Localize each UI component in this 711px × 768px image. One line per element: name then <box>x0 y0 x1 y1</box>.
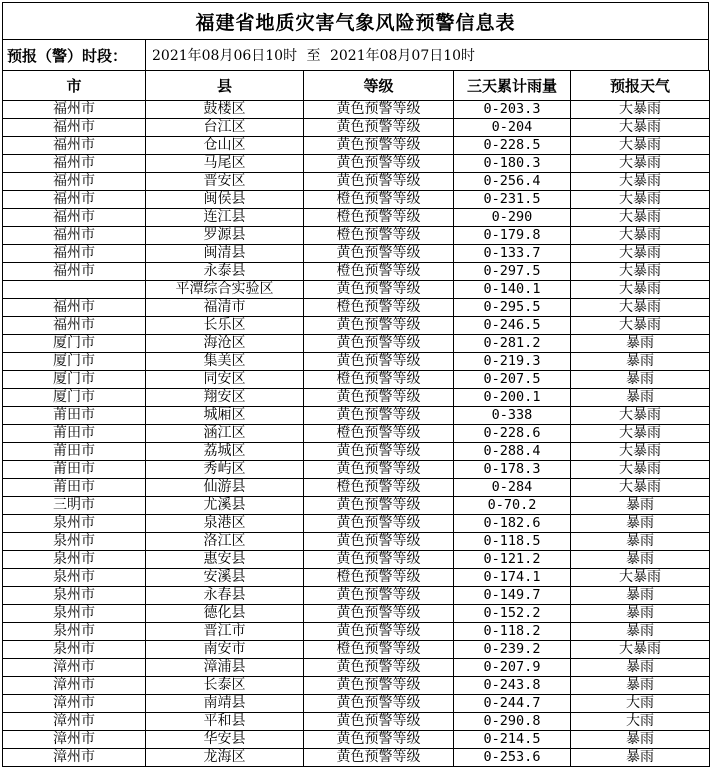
table-row <box>3 641 710 659</box>
cell-level: 黄色预警等级 <box>304 713 454 731</box>
table-row <box>3 299 710 317</box>
cell-level: 橙色预警等级 <box>304 299 454 317</box>
cell-rainfall: 0-149.7 <box>454 587 571 605</box>
cell-county: 台江区 <box>146 119 304 137</box>
cell-city: 漳州市 <box>3 731 146 749</box>
cell-city: 漳州市 <box>3 749 146 767</box>
table-row <box>3 515 710 533</box>
table-body <box>3 101 710 767</box>
cell-rainfall: 0-203.3 <box>454 101 571 119</box>
cell-city: 福州市 <box>3 119 146 137</box>
cell-weather: 大暴雨 <box>571 569 710 587</box>
table-row <box>3 605 710 623</box>
cell-rainfall: 0-297.5 <box>454 263 571 281</box>
period-start: 2021年08月06日10时 <box>152 48 298 64</box>
cell-level: 黄色预警等级 <box>304 605 454 623</box>
cell-weather: 暴雨 <box>571 677 710 695</box>
cell-rainfall: 0-204 <box>454 119 571 137</box>
cell-weather: 大暴雨 <box>571 281 710 299</box>
cell-rainfall: 0-338 <box>454 407 571 425</box>
cell-level: 黄色预警等级 <box>304 551 454 569</box>
cell-weather: 大暴雨 <box>571 263 710 281</box>
cell-level: 橙色预警等级 <box>304 479 454 497</box>
cell-city: 厦门市 <box>3 335 146 353</box>
cell-weather: 暴雨 <box>571 731 710 749</box>
table-row <box>3 209 710 227</box>
cell-rainfall: 0-70.2 <box>454 497 571 515</box>
cell-city: 泉州市 <box>3 551 146 569</box>
cell-level: 黄色预警等级 <box>304 173 454 191</box>
cell-level: 橙色预警等级 <box>304 191 454 209</box>
cell-county: 涵江区 <box>146 425 304 443</box>
header-weather: 预报天气 <box>571 71 710 101</box>
period-separator: 至 <box>306 48 321 64</box>
cell-level: 黄色预警等级 <box>304 659 454 677</box>
cell-county: 安溪县 <box>146 569 304 587</box>
cell-weather: 暴雨 <box>571 749 710 767</box>
cell-city: 漳州市 <box>3 677 146 695</box>
header-county: 县 <box>146 71 304 101</box>
cell-city: 福州市 <box>3 263 146 281</box>
cell-rainfall: 0-290 <box>454 209 571 227</box>
cell-level: 黄色预警等级 <box>304 317 454 335</box>
cell-level: 黄色预警等级 <box>304 353 454 371</box>
cell-weather: 暴雨 <box>571 389 710 407</box>
cell-county: 华安县 <box>146 731 304 749</box>
warning-sheet <box>2 2 709 767</box>
cell-rainfall: 0-178.3 <box>454 461 571 479</box>
cell-weather: 大暴雨 <box>571 425 710 443</box>
cell-level: 黄色预警等级 <box>304 245 454 263</box>
cell-level: 黄色预警等级 <box>304 389 454 407</box>
cell-weather: 暴雨 <box>571 551 710 569</box>
table-row <box>3 191 710 209</box>
cell-rainfall: 0-118.5 <box>454 533 571 551</box>
cell-weather: 暴雨 <box>571 659 710 677</box>
table-row <box>3 551 710 569</box>
cell-weather: 暴雨 <box>571 371 710 389</box>
cell-rainfall: 0-231.5 <box>454 191 571 209</box>
cell-county: 荔城区 <box>146 443 304 461</box>
cell-city: 三明市 <box>3 497 146 515</box>
cell-city: 福州市 <box>3 245 146 263</box>
cell-level: 黄色预警等级 <box>304 155 454 173</box>
cell-weather: 大暴雨 <box>571 191 710 209</box>
cell-city: 福州市 <box>3 101 146 119</box>
cell-city: 福州市 <box>3 137 146 155</box>
cell-rainfall: 0-290.8 <box>454 713 571 731</box>
cell-city: 泉州市 <box>3 641 146 659</box>
cell-county: 南靖县 <box>146 695 304 713</box>
cell-county: 永泰县 <box>146 263 304 281</box>
cell-city: 泉州市 <box>3 623 146 641</box>
cell-level: 黄色预警等级 <box>304 407 454 425</box>
cell-weather: 大暴雨 <box>571 173 710 191</box>
period-label: 预报（警）时段： <box>3 40 146 70</box>
cell-rainfall: 0-182.6 <box>454 515 571 533</box>
cell-county: 龙海区 <box>146 749 304 767</box>
cell-weather: 暴雨 <box>571 353 710 371</box>
cell-county: 平和县 <box>146 713 304 731</box>
table-row <box>3 119 710 137</box>
warning-table <box>2 70 710 767</box>
cell-city: 厦门市 <box>3 371 146 389</box>
table-row <box>3 695 710 713</box>
cell-weather: 大暴雨 <box>571 245 710 263</box>
table-row <box>3 173 710 191</box>
cell-county: 仙游县 <box>146 479 304 497</box>
cell-city: 福州市 <box>3 191 146 209</box>
header-level: 等级 <box>304 71 454 101</box>
cell-level: 黄色预警等级 <box>304 677 454 695</box>
cell-weather: 暴雨 <box>571 335 710 353</box>
cell-city: 莆田市 <box>3 479 146 497</box>
cell-level: 黄色预警等级 <box>304 749 454 767</box>
cell-rainfall: 0-256.4 <box>454 173 571 191</box>
table-row <box>3 353 710 371</box>
cell-level: 橙色预警等级 <box>304 425 454 443</box>
table-row <box>3 569 710 587</box>
cell-rainfall: 0-200.1 <box>454 389 571 407</box>
cell-level: 黄色预警等级 <box>304 101 454 119</box>
cell-city: 泉州市 <box>3 569 146 587</box>
cell-city: 厦门市 <box>3 353 146 371</box>
cell-county: 鼓楼区 <box>146 101 304 119</box>
header-city: 市 <box>3 71 146 101</box>
cell-weather: 暴雨 <box>571 587 710 605</box>
cell-county: 洛江区 <box>146 533 304 551</box>
cell-city: 漳州市 <box>3 695 146 713</box>
cell-city: 漳州市 <box>3 659 146 677</box>
cell-rainfall: 0-228.5 <box>454 137 571 155</box>
cell-level: 黄色预警等级 <box>304 137 454 155</box>
cell-weather: 大暴雨 <box>571 299 710 317</box>
table-row <box>3 317 710 335</box>
cell-rainfall: 0-118.2 <box>454 623 571 641</box>
cell-rainfall: 0-140.1 <box>454 281 571 299</box>
cell-city: 莆田市 <box>3 425 146 443</box>
cell-weather: 暴雨 <box>571 497 710 515</box>
table-row <box>3 263 710 281</box>
table-header-row <box>3 71 710 101</box>
cell-county: 泉港区 <box>146 515 304 533</box>
cell-level: 黄色预警等级 <box>304 623 454 641</box>
cell-level: 黄色预警等级 <box>304 533 454 551</box>
cell-county: 闽清县 <box>146 245 304 263</box>
cell-county: 城厢区 <box>146 407 304 425</box>
cell-weather: 大暴雨 <box>571 479 710 497</box>
cell-weather: 大暴雨 <box>571 209 710 227</box>
forecast-period-row <box>2 39 709 70</box>
cell-city: 福州市 <box>3 317 146 335</box>
cell-level: 橙色预警等级 <box>304 263 454 281</box>
cell-rainfall: 0-288.4 <box>454 443 571 461</box>
cell-level: 黄色预警等级 <box>304 587 454 605</box>
cell-county: 德化县 <box>146 605 304 623</box>
cell-level: 黄色预警等级 <box>304 119 454 137</box>
cell-rainfall: 0-219.3 <box>454 353 571 371</box>
cell-rainfall: 0-207.9 <box>454 659 571 677</box>
table-row <box>3 389 710 407</box>
cell-county: 同安区 <box>146 371 304 389</box>
cell-weather: 暴雨 <box>571 605 710 623</box>
table-row <box>3 659 710 677</box>
cell-level: 黄色预警等级 <box>304 695 454 713</box>
cell-level: 黄色预警等级 <box>304 443 454 461</box>
cell-county: 马尾区 <box>146 155 304 173</box>
header-rainfall: 三天累计雨量 <box>454 71 571 101</box>
cell-weather: 大雨 <box>571 713 710 731</box>
cell-county: 闽侯县 <box>146 191 304 209</box>
cell-city: 福州市 <box>3 209 146 227</box>
cell-city: 福州市 <box>3 227 146 245</box>
cell-level: 黄色预警等级 <box>304 497 454 515</box>
cell-city: 泉州市 <box>3 587 146 605</box>
table-row <box>3 281 710 299</box>
table-row <box>3 407 710 425</box>
cell-county: 永春县 <box>146 587 304 605</box>
cell-county: 海沧区 <box>146 335 304 353</box>
cell-city <box>3 281 146 299</box>
cell-county: 晋江市 <box>146 623 304 641</box>
table-row <box>3 587 710 605</box>
cell-county: 晋安区 <box>146 173 304 191</box>
cell-weather: 大暴雨 <box>571 101 710 119</box>
cell-weather: 大暴雨 <box>571 317 710 335</box>
cell-level: 橙色预警等级 <box>304 227 454 245</box>
cell-level: 橙色预警等级 <box>304 641 454 659</box>
cell-city: 泉州市 <box>3 515 146 533</box>
cell-rainfall: 0-239.2 <box>454 641 571 659</box>
table-row <box>3 425 710 443</box>
cell-city: 福州市 <box>3 173 146 191</box>
table-row <box>3 101 710 119</box>
cell-county: 漳浦县 <box>146 659 304 677</box>
cell-level: 橙色预警等级 <box>304 371 454 389</box>
cell-rainfall: 0-284 <box>454 479 571 497</box>
cell-level: 黄色预警等级 <box>304 281 454 299</box>
cell-city: 福州市 <box>3 155 146 173</box>
cell-rainfall: 0-253.6 <box>454 749 571 767</box>
table-row <box>3 155 710 173</box>
cell-weather: 大雨 <box>571 695 710 713</box>
cell-level: 黄色预警等级 <box>304 731 454 749</box>
cell-weather: 大暴雨 <box>571 119 710 137</box>
cell-rainfall: 0-174.1 <box>454 569 571 587</box>
table-row <box>3 227 710 245</box>
table-row <box>3 623 710 641</box>
cell-city: 泉州市 <box>3 605 146 623</box>
cell-rainfall: 0-179.8 <box>454 227 571 245</box>
cell-rainfall: 0-281.2 <box>454 335 571 353</box>
cell-weather: 大暴雨 <box>571 641 710 659</box>
cell-city: 福州市 <box>3 299 146 317</box>
cell-rainfall: 0-133.7 <box>454 245 571 263</box>
cell-county: 长乐区 <box>146 317 304 335</box>
cell-weather: 大暴雨 <box>571 227 710 245</box>
period-value <box>146 45 480 65</box>
cell-weather: 大暴雨 <box>571 137 710 155</box>
cell-county: 秀屿区 <box>146 461 304 479</box>
cell-county: 罗源县 <box>146 227 304 245</box>
cell-rainfall: 0-214.5 <box>454 731 571 749</box>
cell-county: 福清市 <box>146 299 304 317</box>
cell-rainfall: 0-180.3 <box>454 155 571 173</box>
cell-rainfall: 0-207.5 <box>454 371 571 389</box>
cell-weather: 大暴雨 <box>571 155 710 173</box>
cell-city: 泉州市 <box>3 533 146 551</box>
cell-rainfall: 0-228.6 <box>454 425 571 443</box>
table-row <box>3 713 710 731</box>
table-row <box>3 371 710 389</box>
cell-county: 长泰区 <box>146 677 304 695</box>
cell-level: 橙色预警等级 <box>304 569 454 587</box>
table-row <box>3 443 710 461</box>
table-row <box>3 731 710 749</box>
table-row <box>3 479 710 497</box>
cell-city: 漳州市 <box>3 713 146 731</box>
cell-weather: 暴雨 <box>571 623 710 641</box>
cell-weather: 暴雨 <box>571 533 710 551</box>
cell-county: 连江县 <box>146 209 304 227</box>
sheet-title: 福建省地质灾害气象风险预警信息表 <box>2 2 709 39</box>
table-row <box>3 749 710 767</box>
cell-city: 厦门市 <box>3 389 146 407</box>
cell-rainfall: 0-295.5 <box>454 299 571 317</box>
cell-county: 集美区 <box>146 353 304 371</box>
cell-county: 仓山区 <box>146 137 304 155</box>
cell-level: 黄色预警等级 <box>304 335 454 353</box>
cell-county: 南安市 <box>146 641 304 659</box>
cell-county: 尤溪县 <box>146 497 304 515</box>
cell-level: 橙色预警等级 <box>304 209 454 227</box>
table-row <box>3 137 710 155</box>
table-row <box>3 335 710 353</box>
table-row <box>3 497 710 515</box>
cell-rainfall: 0-246.5 <box>454 317 571 335</box>
cell-city: 莆田市 <box>3 407 146 425</box>
cell-rainfall: 0-152.2 <box>454 605 571 623</box>
cell-city: 莆田市 <box>3 443 146 461</box>
cell-weather: 大暴雨 <box>571 407 710 425</box>
table-row <box>3 533 710 551</box>
cell-city: 莆田市 <box>3 461 146 479</box>
cell-rainfall: 0-121.2 <box>454 551 571 569</box>
table-row <box>3 677 710 695</box>
table-row <box>3 461 710 479</box>
cell-level: 黄色预警等级 <box>304 461 454 479</box>
cell-weather: 大暴雨 <box>571 461 710 479</box>
cell-weather: 大暴雨 <box>571 443 710 461</box>
cell-county: 惠安县 <box>146 551 304 569</box>
cell-rainfall: 0-244.7 <box>454 695 571 713</box>
cell-rainfall: 0-243.8 <box>454 677 571 695</box>
cell-county: 平潭综合实验区 <box>146 281 304 299</box>
cell-level: 黄色预警等级 <box>304 515 454 533</box>
cell-weather: 暴雨 <box>571 515 710 533</box>
period-end: 2021年08月07日10时 <box>329 48 476 64</box>
table-row <box>3 245 710 263</box>
cell-county: 翔安区 <box>146 389 304 407</box>
